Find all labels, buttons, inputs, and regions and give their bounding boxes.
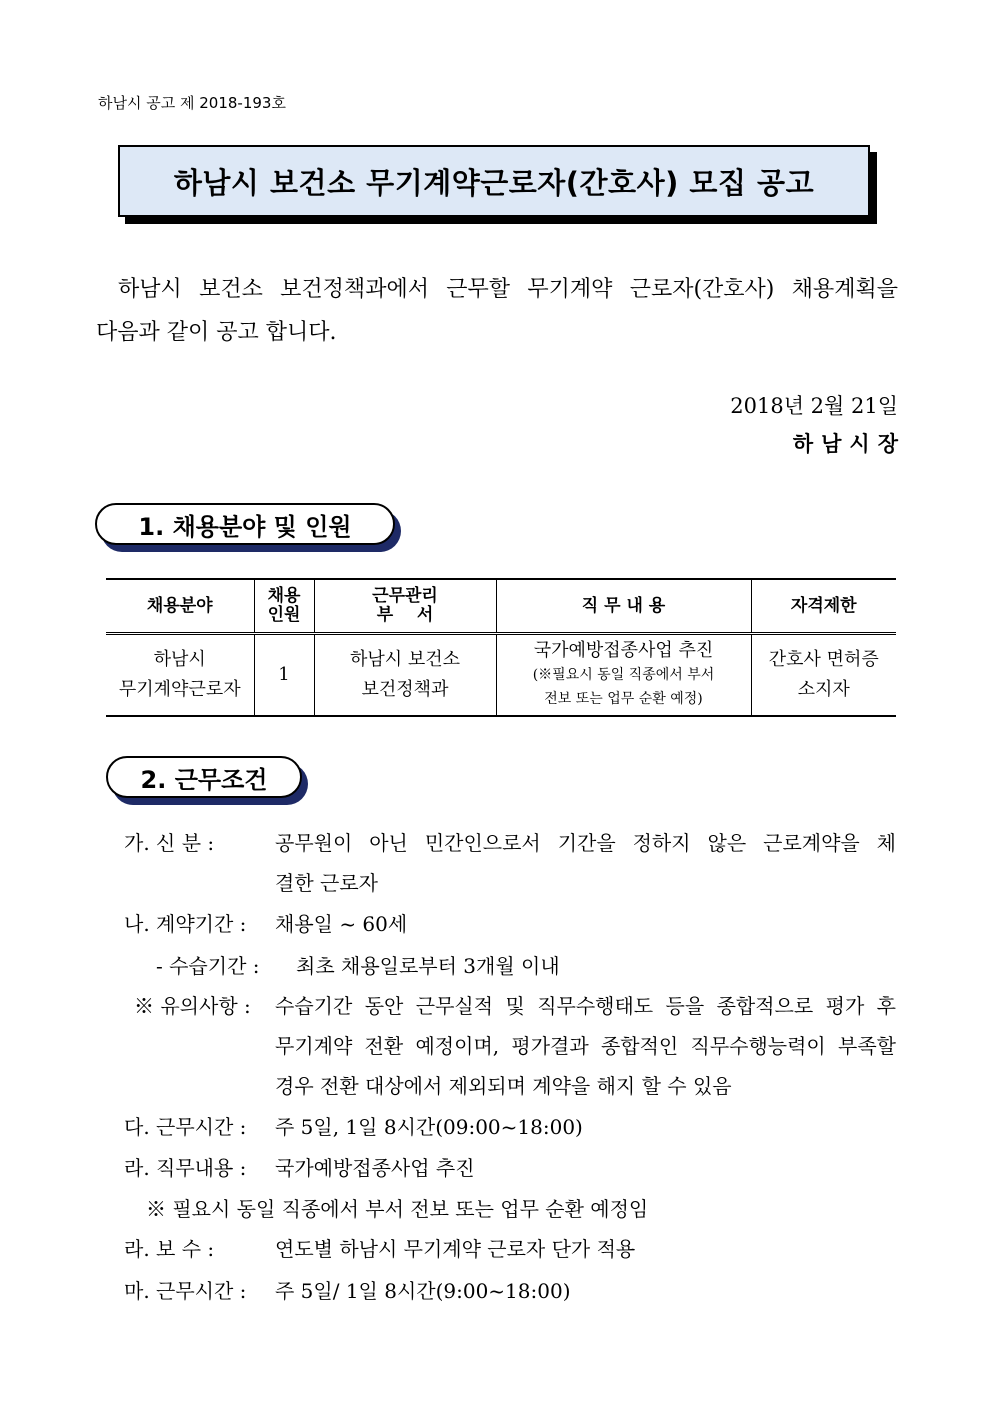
duty-note: ※ 필요시 동일 직종에서 부서 전보 또는 업무 순환 예정임 (146, 1197, 649, 1221)
cell-field-text: 하남시 무기계약근로자 (118, 649, 241, 700)
cell-count (254, 634, 314, 717)
document-title: 하남시 보건소 무기계약근로자(간호사) 모집 공고 (118, 145, 870, 217)
status-text-line1: 공무원이 아닌 민간인으로서 기간을 정하지 않은 근로계약을 체 (275, 831, 896, 855)
caution-text-line1: 수습기간 동안 근무실적 및 직무수행태도 등을 종합적으로 평가 후 (275, 994, 896, 1018)
cell-duty-main: 국가예방접종사업 추진 (533, 640, 714, 661)
contract-text: 채용일 ~ 60세 (275, 912, 408, 936)
pay-text: 연도별 하남시 무기계약 근로자 단가 적용 (275, 1237, 636, 1261)
header-duty-label: 직 무 내 용 (581, 595, 666, 616)
recruitment-table (106, 578, 896, 717)
cell-department-text: 하남시 보건소 보건정책과 (349, 649, 461, 700)
header-department (314, 579, 496, 634)
intro-line-2: 다음과 같이 공고 합니다. (96, 320, 337, 345)
caution-text-line3: 경우 전환 대상에서 제외되며 계약을 해지 할 수 있음 (275, 1074, 732, 1098)
header-field-label: 채용분야 (146, 595, 213, 616)
cell-qualification (751, 634, 896, 717)
header-count-label: 채용 인원 (267, 586, 301, 625)
header-field (106, 579, 254, 634)
cell-field (106, 634, 254, 717)
hours2-label: 마. 근무시간 : (124, 1279, 247, 1303)
status-label: 가. 신 분 : (124, 831, 215, 855)
caution-label: ※ 유의사항 : (134, 994, 251, 1018)
announcement-date: 2018년 2월 21일 (730, 394, 898, 418)
cell-duty (496, 634, 751, 717)
probation-text: 최초 채용일로부터 3개월 이내 (296, 954, 560, 978)
header-department-label: 근무관리 부 서 (372, 586, 438, 625)
signer: 하남시장 (792, 432, 906, 456)
cell-count-text: 1 (278, 664, 290, 685)
table-row (106, 634, 896, 717)
probation-label: - 수습기간 : (156, 954, 260, 978)
section1-heading: 1. 채용분야 및 인원 (95, 503, 395, 545)
hours-text: 주 5일, 1일 8시간(09:00~18:00) (275, 1115, 583, 1139)
cell-duty-note: (※필요시 동일 직종에서 부서 전보 또는 업무 순환 예정) (532, 667, 715, 707)
contract-label: 나. 계약기간 : (124, 912, 247, 936)
table-header-row (106, 579, 896, 634)
intro-line-1: 하남시 보건소 보건정책과에서 근무할 무기계약 근로자(간호사) 채용계획을 (118, 277, 898, 302)
pay-label: 라. 보 수 : (124, 1237, 215, 1261)
header-qualification (751, 579, 896, 634)
section2-heading: 2. 근무조건 (106, 756, 302, 798)
header-qualification-label: 자격제한 (790, 595, 857, 616)
caution-text-line2: 무기계약 전환 예정이며, 평가결과 종합적인 직무수행능력이 부족할 (275, 1034, 896, 1058)
intro-paragraph (96, 268, 898, 354)
notice-number: 하남시 공고 제 2018-193호 (98, 94, 286, 112)
status-text-line2: 결한 근로자 (275, 871, 378, 895)
header-count (254, 579, 314, 634)
duty-label: 라. 직무내용 : (124, 1156, 247, 1180)
cell-department (314, 634, 496, 717)
hours2-text: 주 5일/ 1일 8시간(9:00~18:00) (275, 1279, 571, 1303)
hours-label: 다. 근무시간 : (124, 1115, 247, 1139)
duty-text: 국가예방접종사업 추진 (275, 1156, 475, 1180)
header-duty (496, 579, 751, 634)
cell-qualification-text: 간호사 면허증 소지자 (768, 649, 879, 700)
